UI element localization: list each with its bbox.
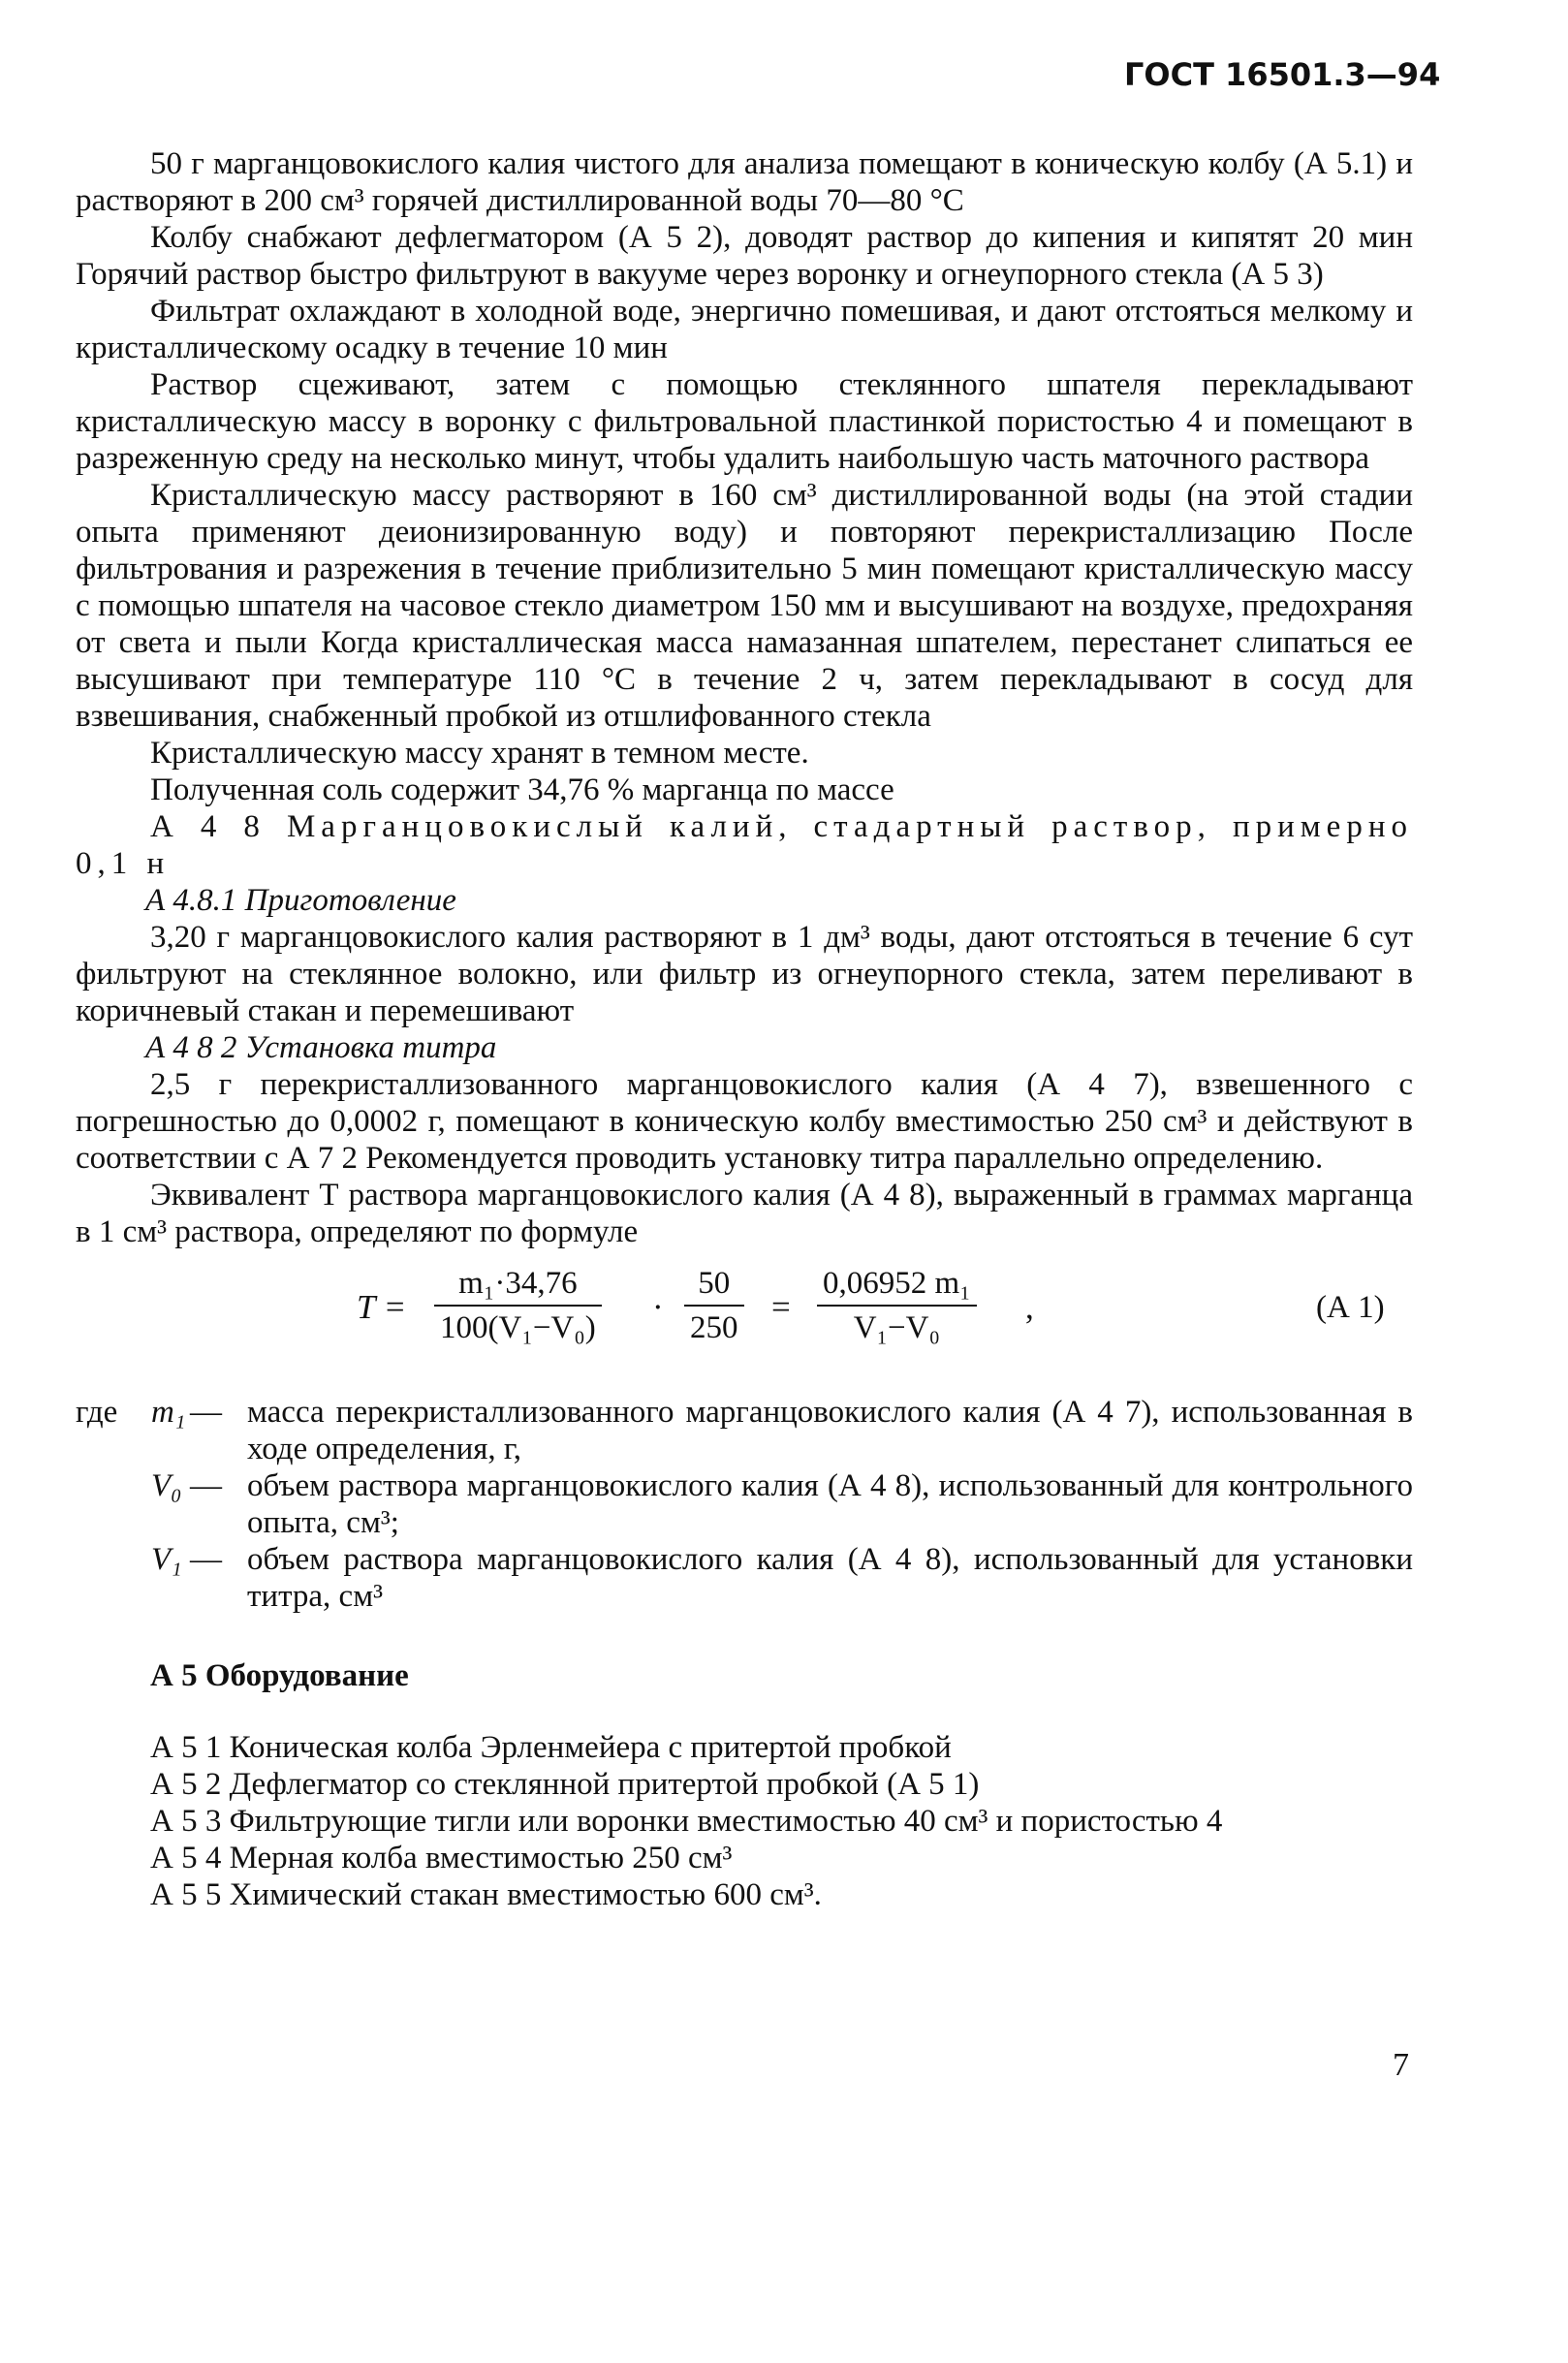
subsection-heading: А 4 8 Марганцовокислый калий, стадартный раствор, примерно 0,1 н (76, 809, 1413, 881)
paragraph: Кристаллическую массу хранят в темном месте. (150, 736, 809, 771)
equipment-list (76, 1729, 1413, 1913)
legend-description: объем раствора марганцовокислого калия (А 4 8), использованный для установки титра, см³ (247, 1542, 1413, 1614)
formula (76, 1262, 1413, 1376)
paragraph: Кристаллическую массу растворяют в 160 см³ дистиллированной воды (на этой стадии опыта применяют деионизированную воду) и повторяют перекристаллизацию После фильтрования и разрежения в течение приблизительно 5 мин помещают кристаллическую массу с помощью шпателя на часовое стекло диаметром 150 мм и высушивают на воздухе, предохраняя от света и пыли Когда кристаллическая масса намазанная шпателем, перестанет слипаться ее высушивают при температуре 110 °С в течение 2 ч, затем перекладывают в сосуд для взвешивания, снабженный пробкой из отшлифованного стекла (76, 478, 1413, 734)
page-number: 7 (1393, 2047, 1409, 2083)
paragraph: 3,20 г марганцовокислого калия растворяют в 1 дм³ воды, дают отстояться в течение 6 сут фильтруют на стеклянное волокно, или фильтр из огнеупорного стекла, затем переливают в коричневый стакан и перемешивают (76, 920, 1413, 1028)
document-header: ГОСТ 16501.3—94 (1124, 56, 1441, 93)
formula-legend (76, 1394, 1413, 1615)
formula-operator: , (1025, 1288, 1034, 1326)
subsection-heading (76, 882, 1413, 919)
fraction-denominator: V₁−V₀ (853, 1310, 940, 1345)
heading-text: А 4 8 2 Установка титра (145, 1030, 497, 1065)
list-item: А 5 4 Мерная колба вместимостью 250 см³ (150, 1841, 733, 1875)
section-heading: А 5 Оборудование (150, 1658, 409, 1693)
paragraph: Фильтрат охлаждают в холодной воде, энергично помешивая, и дают отстояться мелкому и кристаллическому осадку в течение 10 мин (76, 294, 1413, 365)
paragraph: Полученная соль содержит 34,76 % марганца по массе (150, 772, 894, 807)
subsection-heading (76, 1029, 1413, 1066)
legend-label: где (76, 1395, 118, 1430)
legend-symbol: V₀ (151, 1468, 182, 1503)
paragraph: 50 г марганцовокислого калия чистого для анализа помещают в коническую колбу (А 5.1) и растворяют в 200 см³ горячей дистиллированной воды 70—80 °С (76, 146, 1413, 218)
heading-text: А 4.8.1 Приготовление (145, 883, 456, 918)
fraction-numerator: 0,06952 m₁ (817, 1262, 977, 1307)
list-item: А 5 2 Дефлегматор со стеклянной притертой пробкой (А 5 1) (150, 1767, 980, 1802)
legend-description: объем раствора марганцовокислого калия (А 4 8), использованный для контрольного опыта, см³; (247, 1468, 1413, 1540)
fraction-denominator: 100(V₁−V₀) (440, 1310, 596, 1345)
equation-number: (А 1) (1316, 1290, 1385, 1325)
fraction-numerator: m₁·34,76 (434, 1262, 602, 1307)
paragraph: Эквивалент Т раствора марганцовокислого калия (А 4 8), выраженный в граммах марганца в 1 см³ раствора, определяют по формуле (76, 1178, 1413, 1249)
paragraph: Колбу снабжают дефлегматором (А 5 2), доводят раствор до кипения и кипятят 20 мин Горячий раствор быстро фильтруют в вакууме через воронку и огнеупорного стекла (А 5 3) (76, 220, 1413, 292)
legend-row (76, 1541, 1413, 1615)
legend-row (76, 1394, 1413, 1467)
legend-symbol: V₁ (151, 1542, 182, 1577)
list-item: А 5 3 Фильтрующие тигли или воронки вместимостью 40 см³ и пористостью 4 (150, 1804, 1223, 1839)
legend-dash: — (190, 1542, 222, 1577)
fraction-numerator: 50 (684, 1262, 744, 1307)
fraction (434, 1262, 602, 1349)
legend-dash: — (190, 1395, 222, 1430)
legend-symbol: m₁ (151, 1395, 186, 1430)
paragraph: Раствор сцеживают, затем с помощью стеклянного шпателя перекладывают кристаллическую массу в воронку с фильтровальной пластинкой пористостью 4 и помещают в разреженную среду на несколько минут, чтобы удалить наибольшую часть маточного раствора (76, 367, 1413, 476)
legend-row (76, 1467, 1413, 1541)
fraction (684, 1262, 744, 1349)
list-item: А 5 1 Коническая колба Эрленмейера с притертой пробкой (150, 1730, 952, 1765)
fraction (817, 1262, 977, 1349)
document-body (76, 145, 1413, 1913)
formula-lhs: T = (357, 1288, 407, 1326)
formula-operator: = (771, 1288, 791, 1326)
list-item: А 5 5 Химический стакан вместимостью 600 см³. (150, 1877, 822, 1912)
paragraph: 2,5 г перекристаллизованного марганцовокислого калия (А 4 7), взвешенного с погрешностью до 0,0002 г, помещают в коническую колбу вместимостью 250 см³ и действуют в соответствии с А 7 2 Рекомендуется проводить установку титра параллельно определению. (76, 1067, 1413, 1176)
legend-dash: — (190, 1468, 222, 1503)
legend-description: масса перекристаллизованного марганцовокислого калия (А 4 7), использованная в ходе определения, г, (247, 1395, 1413, 1466)
formula-operator: · (652, 1288, 664, 1326)
fraction-denominator: 250 (690, 1310, 738, 1345)
